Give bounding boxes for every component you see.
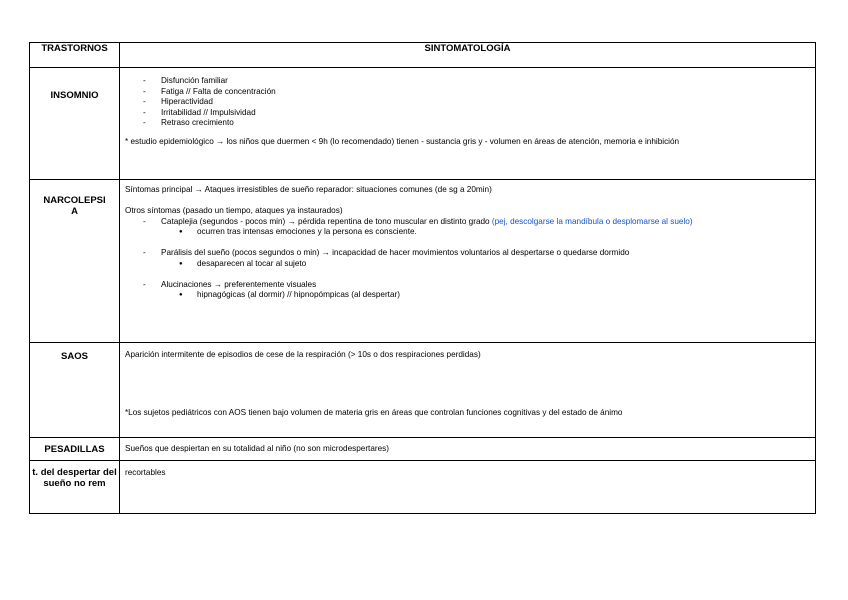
- paralisis-text: Parálisis del sueño (pocos segundos o min) → incapacidad de hacer movimientos voluntarios al despertarse o quedarse dormido: [161, 248, 630, 257]
- cataplejia-sublist: [125, 227, 811, 238]
- cell-saos: [120, 343, 816, 438]
- row-narcolepsia: [30, 180, 816, 343]
- sintomatologia-table: [29, 42, 816, 514]
- label-insomnio: [30, 68, 120, 180]
- insomnio-list: [125, 76, 811, 129]
- label-saos: [30, 343, 120, 438]
- narco-list-2: [125, 248, 811, 269]
- list-item: - Retraso crecimiento: [125, 118, 811, 129]
- list-item: [125, 248, 811, 269]
- row-despertar: [30, 461, 816, 514]
- list-item: - Irritabilidad // Impulsividad: [125, 108, 811, 119]
- header-sintomatologia: SINTOMATOLOGÍA: [120, 43, 816, 68]
- insomnio-note: * estudio epidemiológico → los niños que duermen < 9h (lo recomendado) tienen - sustancia gris y - volumen en áreas de atención, memoria e inhibición: [125, 136, 680, 146]
- list-item: ● ocurren tras intensas emociones y la persona es consciente.: [161, 227, 811, 238]
- label-narcolepsia-line1: NARCOLEPSI: [43, 195, 106, 206]
- alucinaciones-text: Alucinaciones → preferentemente visuales: [161, 279, 317, 289]
- pesadillas-text: Sueños que despiertan en su totalidad al niño (no son microdespertares): [125, 443, 389, 453]
- label-narcolepsia-line2: A: [71, 206, 78, 217]
- row-pesadillas: [30, 438, 816, 461]
- list-item: - Hiperactividad: [125, 97, 811, 108]
- narco-principal: Síntomas principal → Ataques irresistibles de sueño reparador: situaciones comunes (de sg a 20min): [125, 185, 492, 194]
- cell-despertar: [120, 461, 816, 514]
- alucinaciones-sublist: [125, 290, 811, 301]
- label-insomnio-text: INSOMNIO: [50, 90, 99, 101]
- label-despertar-text: t. del despertar del sueño no rem: [32, 467, 117, 489]
- narco-list: [125, 217, 811, 238]
- row-insomnio: [30, 68, 816, 180]
- cataplejia-text: Cataplejia (segundos - pocos min) → pérdida repentina de tono muscular en distinto grado: [161, 216, 492, 226]
- list-item: ● hipnagógicas (al dormir) // hipnopómpicas (al despertar): [161, 290, 811, 301]
- narco-otros: Otros síntomas (pasado un tiempo, ataques ya instaurados): [125, 206, 343, 215]
- paralisis-sublist: [125, 259, 811, 270]
- header-trastornos: TRASTORNOS: [30, 43, 120, 68]
- list-item: [125, 217, 811, 238]
- label-pesadillas: [30, 438, 120, 461]
- label-narcolepsia: [30, 180, 120, 343]
- list-item: - Disfunción familiar: [125, 76, 811, 87]
- header-row: [30, 43, 816, 68]
- saos-line2: *Los sujetos pediátricos con AOS tienen bajo volumen de materia gris en áreas que controlan funciones cognitivas y del estado de ánimo: [125, 407, 623, 417]
- label-saos-text: SAOS: [61, 351, 88, 362]
- row-saos: [30, 343, 816, 438]
- narco-list-3: [125, 280, 811, 301]
- list-item: [125, 280, 811, 301]
- saos-line1: Aparición intermitente de episodios de cese de la respiración (> 10s o dos respiraciones perdidas): [125, 350, 481, 359]
- cataplejia-example: (pej, descolgarse la mandíbula o desplomarse al suelo): [491, 216, 693, 226]
- label-pesadillas-text: PESADILLAS: [44, 443, 105, 455]
- label-despertar: [30, 461, 120, 514]
- despertar-text: recortables: [125, 468, 166, 477]
- list-item: ● desaparecen al tocar al sujeto: [161, 259, 811, 270]
- cell-pesadillas: [120, 438, 816, 461]
- cell-insomnio: [120, 68, 816, 180]
- list-item: - Fatiga // Falta de concentración: [125, 87, 811, 98]
- cell-narcolepsia: [120, 180, 816, 343]
